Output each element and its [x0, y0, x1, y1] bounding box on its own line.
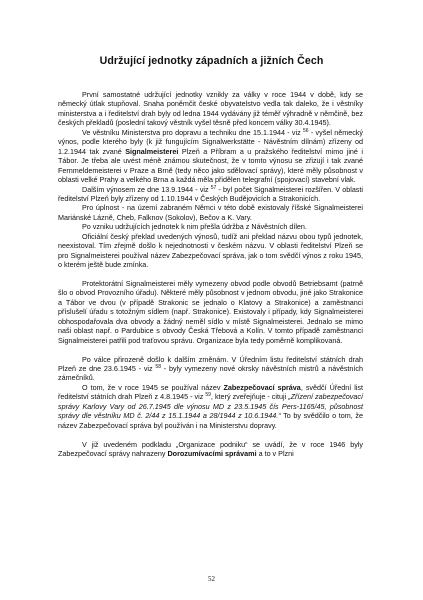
bold-term: Dorozumívacími správami	[167, 449, 257, 459]
paragraph-10	[58, 440, 363, 459]
text-run: Po válce přirozeně došlo k dalším změnám. V Úředním listu ředitelství státních drah Plzeň ze dne 23.6.1945 - viz	[58, 354, 363, 374]
footnote-ref: 57	[210, 184, 217, 191]
page-title: Udržující jednotky západních a jižních Čech	[99, 55, 324, 67]
paragraph-7: Protektorátní Signalmeisterei měly vymezeny obvod podle obvodů Betriebsamt (patrně šlo o obvod Provozního úřadu). Některé měly působnost v jednom obvodu, jiné jako Strakonice a Tábor ve dvou (v případě Strakonic se jednalo o Klatovy a Strakonice) a zaměstnanci příslušelí úřadu s totožným sídlem (např. Strakonice). Existovaly i případy, kdy Signalmeisterei obhospodařovala dva obvody a žádný neměl sídlo v místě Signalmeisterei. Jednalo se mimo naši oblast např. o Pardubice s obvody Česká Třebová a Kolín. V tomto případě zaměstnanci Signalmeisterei patřili pod traťovou správu. Organizace byla tedy poměrně komplikovaná.	[58, 279, 363, 345]
text-run: , svědčí Úřední list ředitelství státních drah Plzeň z 4.8.1945 - viz	[58, 382, 364, 402]
paragraph-8	[58, 355, 363, 383]
paragraph-6: Oficiální český překlad uvedených výnosů, tudíž ani překlad názvu obou typů jednotek, neexistoval. Tím zřejmě došlo k nejednotnosti v českém názvu. V oblasti ředitelství Plzeň se pro Signalmeisterei používal název Zabezpečovací správa, jak o tom svědčí výnos z roku 1945, o kterém ještě bude zmínka.	[58, 231, 363, 270]
text-run: , který zveřejňuje - cituji	[210, 392, 289, 402]
bold-term: Zabezpečovací správa	[223, 382, 301, 392]
footnote-ref: 56	[303, 127, 309, 134]
text-run: - byl počet Signalmeisterei rozšířen. V oblasti ředitelství Plzeň byly zřízeny od 1.10.1944 v Českých Budějovicích a Strakonicích.	[58, 184, 363, 203]
footnote-ref: 58	[155, 364, 161, 371]
text-run: Ve věstníku Ministerstva pro dopravu a techniku dne 15.1.1944 - viz	[82, 127, 304, 137]
paragraph-2	[58, 128, 363, 185]
paragraph-9	[58, 383, 363, 430]
paragraph-5: Po vzniku udržujících jednotek k nim přešla údržba z Návěstních dílen.	[82, 222, 307, 232]
body-text	[58, 90, 363, 458]
page-number: 52	[208, 575, 215, 583]
text-run: V již uvedeném podkladu „Organizace podniku“ se uvádí, že v roce 1946 byly Zabezpečovací správy nahrazeny	[58, 439, 363, 459]
bold-term: Signalmeisterei	[125, 146, 179, 156]
text-run: - byly vymezeny nové okrsky návěstních mistrů a návěstních zámečníků.	[58, 364, 363, 383]
text-run: O tom, že v roce 1945 se používal název	[82, 382, 224, 392]
text-run: Plzeň a Příbram a u pražského ředitelství mimo jiné i Tábor. Je třeba ale uvést méně známou skutečnost, že v tomto výnosu se zřizují i tak zvané Fernmeldemeisterei v Praze a Brně (tedy něco jako sdělovací správy), které měly působnost v oblasti velké Prahy a velkého Brna a každá měla přidělen telegrafní (spojovací) stavební vlak.	[58, 146, 363, 185]
text-run: a to v Plzni	[256, 449, 294, 459]
quoted-citation: „Zřízení zabezpečovací správy Karlovy Vary od 26.7.1945 dle výnosu MD z 23.5.1945 čís Pers-1165/45, působnost správy dle věstníku MD č. 2/44 z 15.1.1944 a 28/1944 z 10.6.1944.“	[58, 392, 363, 421]
text-run: - vyšel německý výnos, podle kterého byly (k již fungujícím Signalwerkstätte - Návěstním dílnám) zřízeny od 1.2.1944 tak zvané	[58, 127, 363, 156]
paragraph-3	[58, 185, 363, 204]
footnote-ref: 59	[205, 392, 211, 399]
text-run: To by svědčilo o tom, že název Zabezpečovací správa byl používán i na Ministerstvu dopravy.	[58, 411, 363, 430]
paragraph-1: První samostatné udržující jednotky vznikly za války v roce 1944 v době, kdy se německý útlak stupňoval. Snaha poněmčit české obyvatelstvo vedla tak daleko, že i věstníky ministerstva a i ředitelství drah byly od ledna 1944 vydávány již téměř výhradně v němčině, bez českých překladů (poslední takový věstník vyšel těsně před koncem války 30.4.1945).	[58, 90, 363, 128]
paragraph-4: Pro úplnost - na území zabraném Němci v této době existovaly říšské Signalmeisterei Mariánské Lázně, Cheb, Falknov (Sokolov), Bečov a K. Vary.	[58, 203, 363, 222]
text-run: Dalším výnosem ze dne 13.9.1944 - viz	[82, 184, 211, 194]
